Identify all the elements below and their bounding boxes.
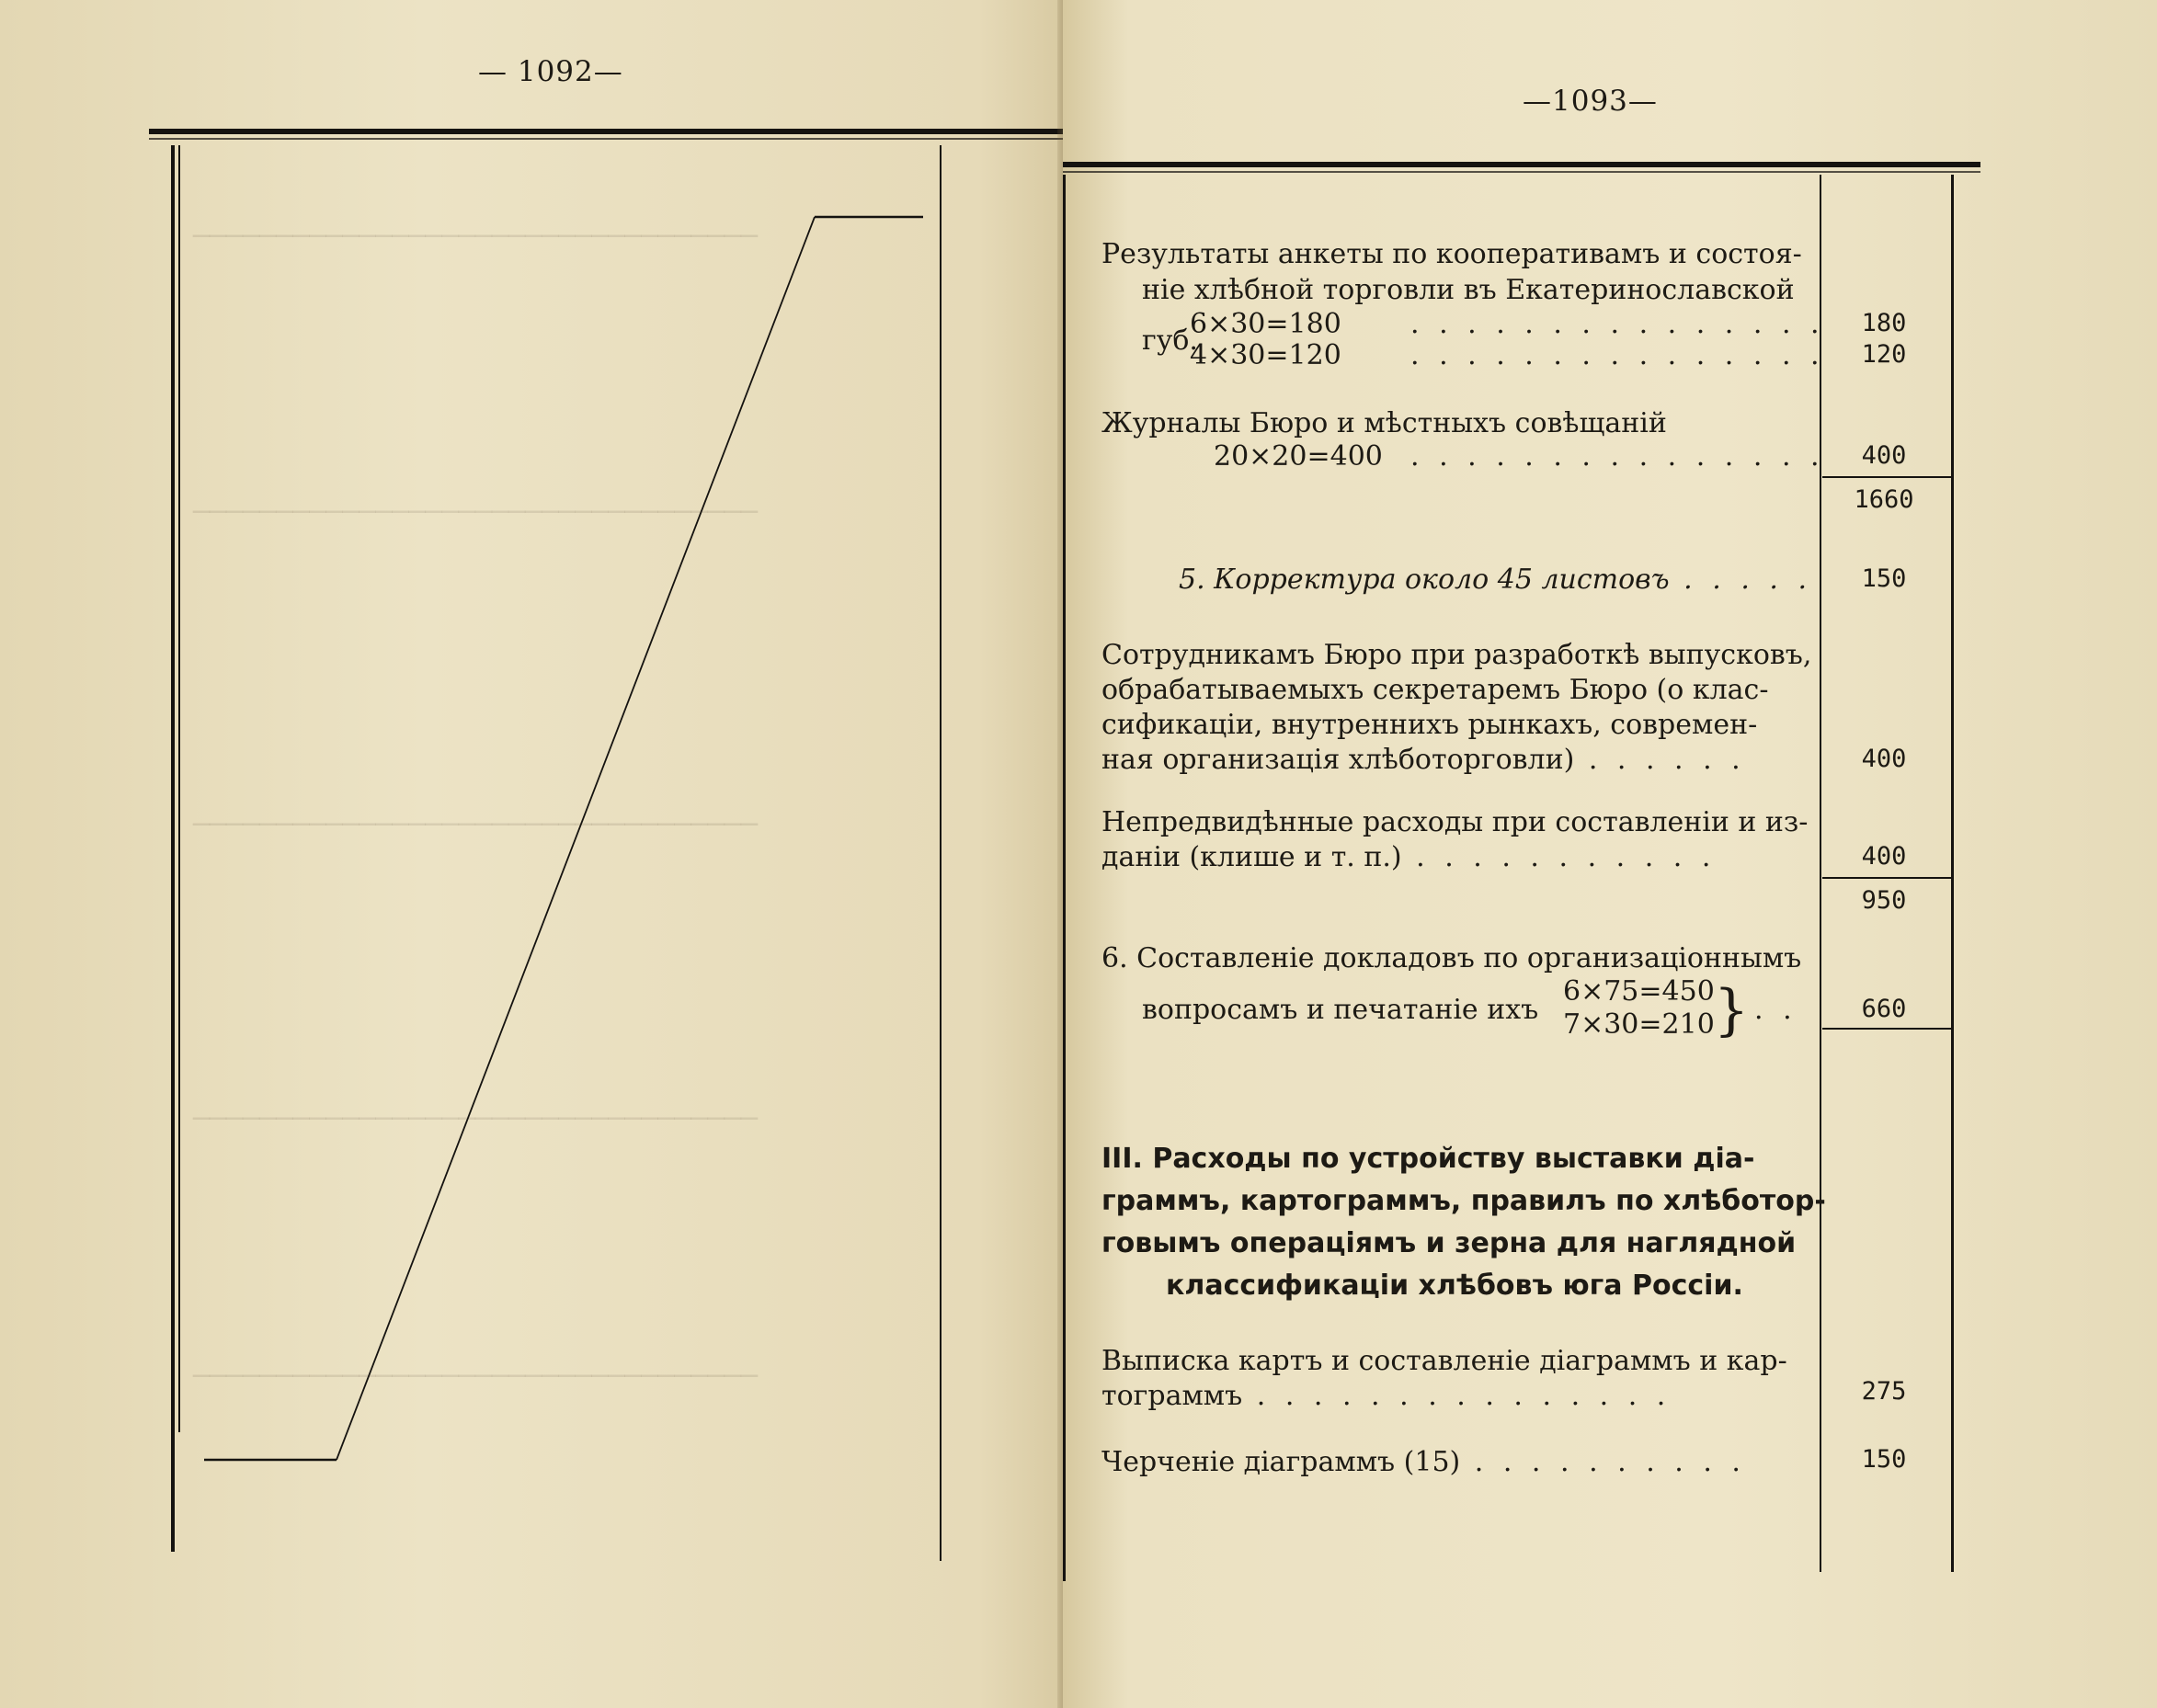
leader-dots: . . . . . . . . . . . . . . .	[1410, 440, 1825, 473]
show-through-text: ──────────────────────────────────	[193, 1103, 759, 1135]
calculation: 7×30=210	[1563, 1008, 1715, 1041]
calculation: 20×20=400	[1214, 440, 1383, 473]
amount-column-left-rule	[1820, 175, 1821, 1572]
amount: 150	[1861, 564, 1907, 593]
entry-text: Журналы Бюро и мѣстныхъ совѣщаній	[1101, 407, 1667, 439]
entry-text: ніе хлѣбной торговли въ Екатеринославской	[1142, 274, 1795, 306]
entry-text: 5. Корректура около 45 листовъ . . . . .	[1179, 564, 1813, 596]
left-page	[0, 0, 1063, 1708]
entry-text-start: Черченіе діаграммъ (15)	[1101, 1446, 1461, 1478]
left-edge-rule	[1063, 175, 1066, 1581]
left-page-number: — 1092—	[478, 55, 623, 88]
amount: 180	[1861, 309, 1907, 337]
entry-text: обрабатываемыхъ секретаремъ Бюро (о клас-	[1101, 674, 1769, 706]
entry-text: ная организація хлѣботорговли) . . . . . .	[1101, 744, 1746, 776]
brace: }	[1714, 978, 1750, 1042]
amount: 120	[1861, 340, 1907, 369]
entry-text: Сотрудникамъ Бюро при разработкѣ выпусковъ,	[1101, 639, 1812, 671]
entry-text: 6. Составленіе докладовъ по организаціоннымъ	[1101, 942, 1802, 974]
entry-text: губ.	[1142, 325, 1198, 357]
entry-text: сификаціи, внутреннихъ рынкахъ, современ-	[1101, 709, 1758, 741]
amount: 400	[1861, 745, 1907, 773]
section-heading: говымъ операціямъ и зерна для наглядной	[1101, 1227, 1797, 1259]
entry-text: вопросамъ и печатаніе ихъ	[1142, 994, 1539, 1026]
leader-dots: . .	[1754, 994, 1798, 1026]
entry-text-end: даніи (клише и т. п.)	[1101, 841, 1402, 873]
amount-underline	[1822, 1028, 1953, 1030]
subtotal: 1660	[1854, 485, 1914, 514]
entry-text: Непредвидѣнные расходы при составленіи и из-	[1101, 806, 1809, 838]
show-through-text: ──────────────────────────────────	[193, 809, 759, 841]
cancellation-slash-mark	[0, 0, 1063, 1708]
amount: 275	[1861, 1377, 1907, 1406]
leader-dots: . . . . . . . . . . . . . . .	[1410, 308, 1825, 340]
entry-text: тограммъ . . . . . . . . . . . . . . .	[1101, 1380, 1672, 1412]
show-through-text: ──────────────────────────────────	[193, 496, 759, 529]
entry-text: даніи (клише и т. п.) . . . . . . . . . . .	[1101, 841, 1717, 873]
section-heading: граммъ, картограммъ, правилъ по хлѣботор-	[1101, 1185, 1826, 1217]
right-top-rule	[1063, 162, 1980, 167]
section-heading: классификаціи хлѣбовъ юга Россіи.	[1166, 1270, 1743, 1302]
amount: 400	[1861, 842, 1907, 871]
amount: 660	[1861, 995, 1907, 1023]
leader-dots: . . . . . . . . . . . . . . .	[1410, 339, 1825, 371]
entry-text: Черченіе діаграммъ (15) . . . . . . . . . .	[1101, 1446, 1746, 1478]
amount-column-right-rule	[1951, 175, 1954, 1572]
show-through-text: ──────────────────────────────────	[193, 1361, 759, 1393]
calculation: 6×30=180	[1190, 308, 1341, 340]
calculation: 6×75=450	[1563, 975, 1715, 1008]
entry-text-end: ная организація хлѣботорговли)	[1101, 744, 1575, 776]
proofreading-label: 5. Корректура около 45 листовъ	[1179, 564, 1670, 596]
right-top-rule-thin	[1063, 171, 1980, 173]
amount: 400	[1861, 441, 1907, 470]
subtotal-rule	[1822, 877, 1953, 879]
amount: 150	[1861, 1445, 1907, 1474]
entry-text: Результаты анкеты по кооперативамъ и состоя-	[1101, 238, 1802, 270]
entry-text-end: тограммъ	[1101, 1380, 1243, 1412]
right-page-number: —1093—	[1523, 85, 1658, 118]
entry-text: Выписка картъ и составленіе діаграммъ и кар-	[1101, 1345, 1787, 1377]
right-page	[1063, 0, 2157, 1708]
calculation: 4×30=120	[1190, 339, 1341, 371]
subtotal-rule	[1822, 476, 1953, 478]
subtotal: 950	[1861, 886, 1907, 915]
section-heading: III. Расходы по устройству выставки діа-	[1101, 1143, 1755, 1175]
show-through-text: ──────────────────────────────────	[193, 221, 759, 253]
